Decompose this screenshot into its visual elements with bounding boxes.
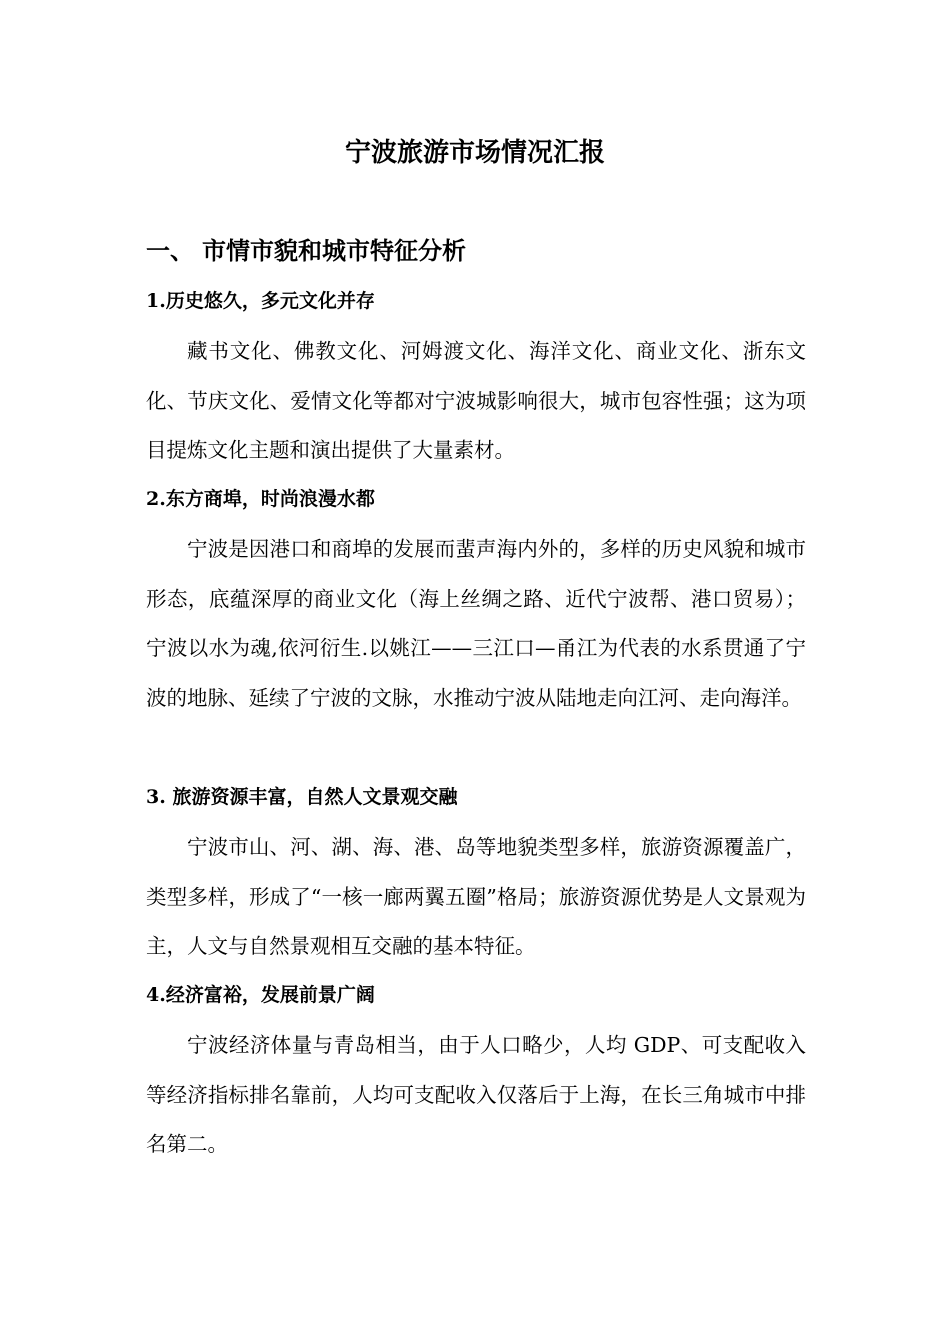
subsection-body-3: 宁波市山、河、湖、海、港、岛等地貌类型多样，旅游资源覆盖广，类型多样，形成了“一核一廊两翼五圈”格局；旅游资源优势是人文景观为主，人文与自然景观相互交融的基本特征。 (146, 835, 806, 958)
section-number: 一、 (146, 236, 194, 265)
subsection-heading-4: 4.经济富裕，发展前景广阔 (146, 984, 375, 1006)
subsection-body-4: 宁波经济体量与青岛相当，由于人口略少，人均 GDP、可支配收入等经济指标排名靠前，人均可支配收入仅落后于上海，在长三角城市中排名第二。 (146, 1033, 806, 1156)
subsection-heading-2: 2.东方商埠，时尚浪漫水都 (146, 488, 375, 510)
subsection-body-1: 藏书文化、佛教文化、河姆渡文化、海洋文化、商业文化、浙东文化、节庆文化、爱情文化等都对宁波城影响很大，城市包容性强；这为项目提炼文化主题和演出提供了大量素材。 (146, 339, 806, 462)
subsection-heading-3: 3. 旅游资源丰富，自然人文景观交融 (146, 786, 458, 808)
subsection-heading-1: 1.历史悠久，多元文化并存 (146, 290, 375, 312)
document-title: 宁波旅游市场情况汇报 (344, 138, 605, 168)
subsection-body-2: 宁波是因港口和商埠的发展而蜚声海内外的，多样的历史风貌和城市形态，底蕴深厚的商业文化（海上丝绸之路、近代宁波帮、港口贸易）；宁波以水为魂,依河衍生.以姚江——三江口—甬江为代表的水系贯通了宁波的地脉、延续了宁波的文脉，水推动宁波从陆地走向江河、走向海洋。 (146, 537, 806, 710)
section-heading (146, 232, 466, 270)
section-title: 市情市貌和城市特征分析 (202, 236, 466, 265)
